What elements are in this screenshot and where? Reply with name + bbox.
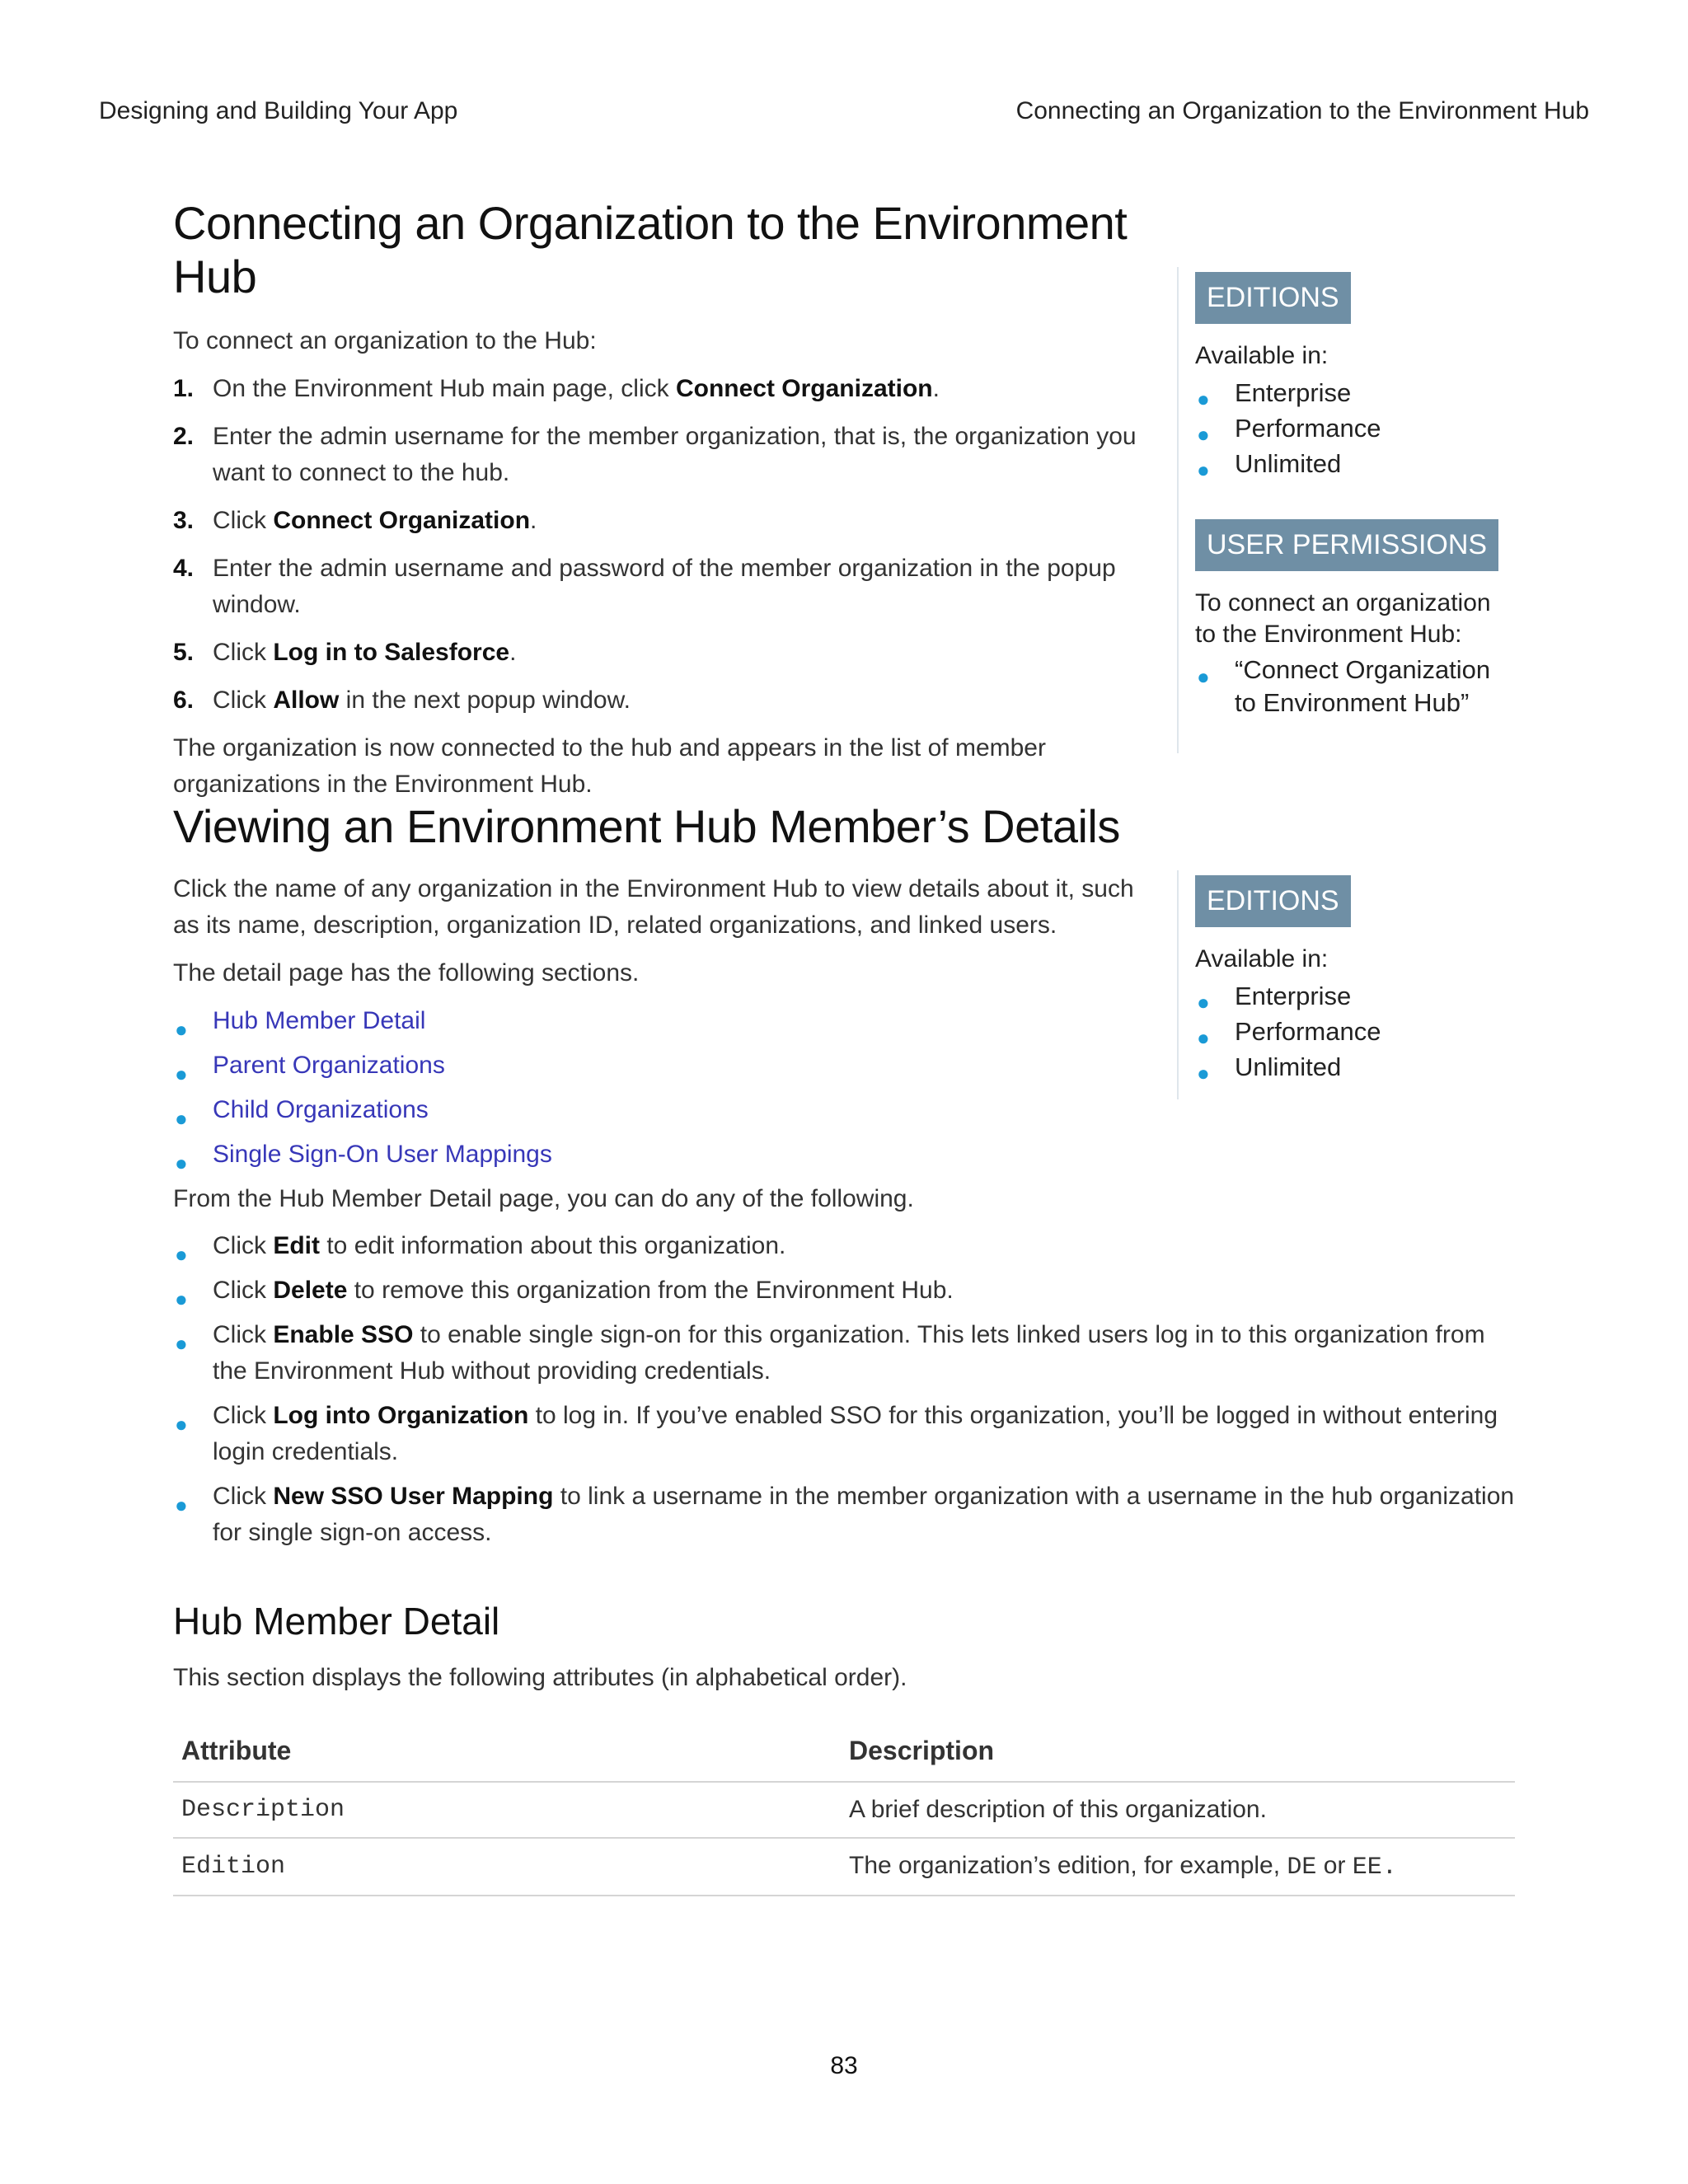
column-header-description: Description [841,1721,1515,1782]
edition-item: ● Unlimited [1197,1052,1342,1085]
action-item: ● Click Delete to remove this organization from the Environment Hub. [175,1277,954,1311]
link-hub-member-detail[interactable]: Hub Member Detail [213,1007,426,1034]
running-header-right: Connecting an Organization to the Environment Hub [1015,97,1589,124]
sidebar-editions-permissions [1177,267,1541,753]
attribute-cell: Edition [173,1838,841,1896]
link-item[interactable]: ● Parent Organizations [175,1052,445,1086]
section-title: Hub Member Detail [173,1600,500,1643]
editions-badge: EDITIONS [1195,272,1351,324]
table-row [173,1782,1515,1838]
permissions-text: To connect an organization to the Environment Hub: [1195,589,1491,648]
intro-text: Click the name of any organization in the Environment Hub to view details about it, such as its name, description, organization ID, related organizations, and linked users. [173,875,1134,939]
action-item: ● Click Log into Organization to log in. If you’ve enabled SSO for this organization, you’ll be logged in without entering login credentials. [175,1402,1498,1465]
action-item: ● Click New SSO User Mapping to link a username in the member organization with a username in the hub organization for single sign-on access. [175,1483,1515,1546]
intro-text: To connect an organization to the Hub: [173,327,597,354]
edition-item: ● Enterprise [1197,982,1352,1015]
link-child-organizations[interactable]: Child Organizations [213,1096,429,1123]
available-in-label: Available in: [1195,342,1329,369]
sections-link-list [173,1003,1162,1173]
permissions-list [1195,654,1500,719]
link-item[interactable]: ● Single Sign-On User Mappings [175,1141,552,1175]
link-item[interactable]: ● Hub Member Detail [175,1007,426,1042]
table-row [173,1838,1515,1896]
step-item: 6. Click Allow in the next popup window. [173,687,631,714]
description-cell: The organization’s edition, for example, DE or EE. [841,1838,1515,1896]
available-in-label: Available in: [1195,945,1329,972]
outro-text: The organization is now connected to the hub and appears in the list of member organizations in the Environment Hub. [173,734,1046,798]
section-viewing-details [173,799,1162,1217]
step-item: 3. Click Connect Organization. [173,507,537,534]
sidebar-editions [1177,870,1541,1099]
table-header-row [173,1721,1515,1782]
running-header-left: Designing and Building Your App [99,97,458,124]
link-parent-organizations[interactable]: Parent Organizations [213,1052,445,1079]
attributes-table [173,1721,1515,1896]
action-item: ● Click Enable SSO to enable single sign-on for this organization. This lets linked users log in to this organization from the Environment Hub without providing credentials. [175,1321,1485,1385]
column-header-attribute: Attribute [173,1721,841,1782]
editions-badge: EDITIONS [1195,875,1351,927]
edition-item: ● Performance [1197,414,1381,447]
section-hub-member-detail [173,1599,1525,1896]
page-number: 83 [830,2052,858,2079]
permission-item: ● “Connect Organization to Environment Hub” [1197,655,1491,717]
section-title: Viewing an Environment Hub Member’s Details [173,800,1120,852]
editions-list [1195,375,1541,481]
section-connecting [173,196,1162,803]
step-item: 5. Click Log in to Salesforce. [173,639,517,666]
steps-list [173,371,1162,719]
actions-list [173,1228,1525,1559]
step-item: 1. On the Environment Hub main page, click Connect Organization. [173,375,940,402]
user-permissions-badge: USER PERMISSIONS [1195,519,1498,571]
step-item: 2. Enter the admin username for the member organization, that is, the organization you want to connect to the hub. [173,423,1137,486]
step-item: 4. Enter the admin username and password of the member organization in the popup window. [173,555,1116,618]
intro-text: This section displays the following attributes (in alphabetical order). [173,1664,907,1691]
edition-item: ● Unlimited [1197,449,1342,482]
action-item: ● Click Edit to edit information about this organization. [175,1232,786,1267]
actions-intro: From the Hub Member Detail page, you can do any of the following. [173,1185,914,1212]
sections-intro: The detail page has the following sections. [173,959,640,987]
link-sso-user-mappings[interactable]: Single Sign-On User Mappings [213,1141,552,1168]
section-title: Connecting an Organization to the Environment Hub [173,197,1128,302]
description-cell: A brief description of this organization. [841,1782,1515,1838]
link-item[interactable]: ● Child Organizations [175,1096,429,1131]
edition-item: ● Enterprise [1197,378,1352,411]
edition-item: ● Performance [1197,1017,1381,1050]
attribute-cell: Description [173,1782,841,1838]
editions-list [1195,978,1541,1085]
